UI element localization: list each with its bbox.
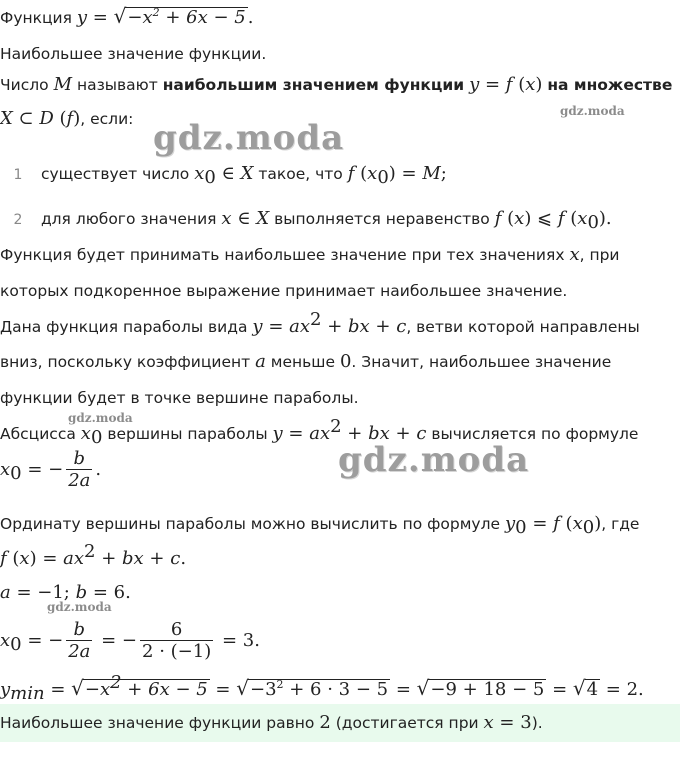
y-min-calculation: $y_{min} = √-x^2 + 6x - 5 = √-3^2 + 6 \cdot 3 - 5 = √-9 + 18 - 5 = √4 = 2$. bbox=[0, 672, 644, 704]
watermark-logo: gdz.moda bbox=[153, 118, 345, 158]
paragraph-line: Ординату вершины параболы можно вычислить по формуле $y_0 = f$ $(x_0)$, где bbox=[0, 513, 640, 538]
function-formula: y bbox=[76, 7, 88, 28]
answer-box bbox=[0, 704, 680, 742]
answer-value: 2 bbox=[319, 712, 331, 733]
list-item: 2 для любого значения x ∈ X выполняется неравенство f (x) ⩽ f $(x_0)$. bbox=[0, 207, 612, 232]
watermark-logo: gdz.moda bbox=[338, 440, 530, 480]
list-number: 2 bbox=[13, 212, 23, 228]
section-title: Наибольшее значение функции. bbox=[0, 45, 267, 63]
definition-line-1: Число M называют наибольшим значением функции y = f (x) на множестве bbox=[0, 74, 673, 95]
paragraph-line: которых подкоренное выражение принимает наибольшее значение. bbox=[0, 282, 568, 300]
paragraph-line: функции будет в точке вершине параболы. bbox=[0, 389, 359, 407]
intro-prefix: Функция bbox=[0, 9, 72, 27]
paragraph-line: вниз, поскольку коэффициент a меньше 0. Значит, наибольшее значение bbox=[0, 351, 612, 372]
watermark-logo: gdz.moda bbox=[68, 411, 133, 425]
paragraph-line: Функция будет принимать наибольшее значение при тех значениях x, при bbox=[0, 244, 620, 265]
vertex-x-formula: $x_0$ = − $\frac{b}{2a}$ . bbox=[0, 448, 102, 491]
paragraph-line: Дана функция параболы вида $y = ax^2$ + bx + c, ветви которой направлены bbox=[0, 309, 640, 337]
coefficients-line: a = −1; b = 6. bbox=[0, 582, 131, 603]
answer-text: Наибольшее значение функции равно 2 (достигается при x = 3). bbox=[0, 712, 543, 733]
list-number: 1 bbox=[13, 167, 23, 183]
paragraph-line: Абсцисса $x_0$ вершины параболы $y = ax^2$ + bx + c вычисляется по формуле bbox=[0, 416, 639, 448]
formula-line: f $(x) = ax^2$ + bx + c. bbox=[0, 541, 187, 569]
watermark-logo: gdz.moda bbox=[560, 104, 625, 118]
function-line: Функция $y = √-x^2 + 6x - 5$ . bbox=[0, 4, 254, 28]
vertex-x-calculation: $x_0$ = − $\frac{b}{2a}$ = − $\frac{6}{2 \cdot (-1)}$ = 3. bbox=[0, 619, 260, 662]
watermark-logo: gdz.moda bbox=[47, 600, 112, 614]
definition-line-2: X ⊂ D (f), если: bbox=[0, 108, 134, 129]
list-item: 1 существует число $x_0$ ∈ X такое, что f $(x_0) = M$; bbox=[0, 162, 447, 187]
